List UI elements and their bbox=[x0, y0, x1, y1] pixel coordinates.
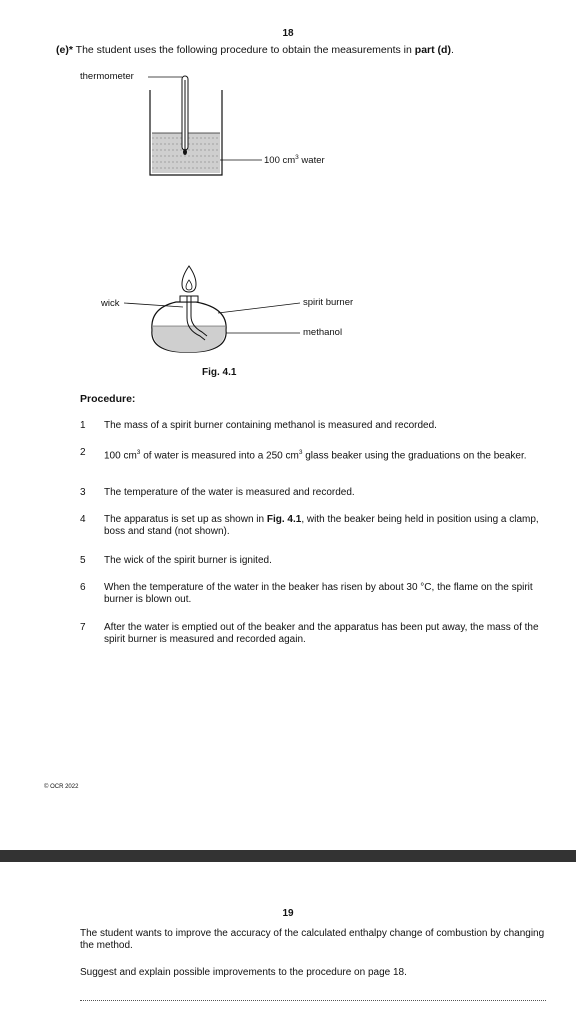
water-label-num: 100 cm bbox=[264, 155, 296, 167]
step-text bbox=[104, 447, 549, 462]
step-text: When the temperature of the water in the beaker has risen by about 30 °C, the flame on the spirit burner is blown out. bbox=[104, 582, 533, 605]
step-superscript: 3 bbox=[298, 449, 303, 456]
copyright-footer: © OCR 2022 bbox=[44, 784, 79, 790]
question-text-before: The student uses the following procedure to obtain the measurements in bbox=[75, 44, 415, 56]
spirit-burner-pointer bbox=[218, 303, 300, 313]
apparatus-diagram bbox=[0, 0, 576, 380]
water-label-text: water bbox=[298, 155, 325, 167]
question-intro: The student wants to improve the accuracy of the calculated enthalpy change of combustion by changing the method. bbox=[80, 928, 545, 951]
spirit-burner bbox=[152, 296, 226, 352]
thermometer bbox=[182, 76, 188, 155]
step-number: 5 bbox=[80, 555, 86, 566]
step-text: After the water is emptied out of the beaker and the apparatus has been put away, the mass of the spirit burner is measured and recorded again. bbox=[104, 622, 539, 645]
step-text-part: glass beaker using the graduations on the beaker. bbox=[302, 450, 527, 462]
page-number: 18 bbox=[282, 28, 294, 39]
step-number: 7 bbox=[80, 622, 86, 633]
step-text-part: of water is measured into a 250 cm bbox=[140, 450, 299, 462]
methanol-label: methanol bbox=[303, 327, 343, 338]
step-text: The mass of a spirit burner containing methanol is measured and recorded. bbox=[104, 420, 437, 431]
step-number: 2 bbox=[80, 447, 86, 458]
step-number: 6 bbox=[80, 582, 86, 593]
step-text: The temperature of the water is measured and recorded. bbox=[104, 487, 355, 498]
spirit-burner-label: spirit burner bbox=[303, 297, 354, 308]
question-bold-ref: part (d) bbox=[414, 44, 451, 56]
step-text bbox=[104, 514, 549, 538]
page-divider bbox=[0, 850, 576, 862]
flame-icon bbox=[182, 266, 196, 292]
step-text-part: The apparatus is set up as shown in bbox=[104, 514, 267, 525]
step-text-part: 100 cm bbox=[104, 450, 137, 462]
step-text-part: , with the beaker being held in position using a clamp, boss and stand (not shown). bbox=[104, 514, 539, 537]
water-label bbox=[264, 154, 325, 166]
question-prompt: Suggest and explain possible improvements to the procedure on page 18. bbox=[80, 967, 407, 978]
figure-caption: Fig. 4.1 bbox=[202, 367, 237, 378]
page-number: 19 bbox=[282, 908, 294, 919]
wick-label: wick bbox=[101, 298, 120, 309]
question-text-after: . bbox=[450, 44, 454, 56]
question-label: (e)* bbox=[56, 44, 73, 56]
thermometer-label: thermometer bbox=[80, 71, 134, 82]
step-number: 3 bbox=[80, 487, 86, 498]
step-text-bold: Fig. 4.1 bbox=[266, 514, 302, 525]
step-text: The wick of the spirit burner is ignited. bbox=[104, 555, 272, 566]
step-superscript: 3 bbox=[136, 449, 141, 456]
answer-line[interactable] bbox=[80, 1000, 546, 1001]
procedure-title: Procedure: bbox=[80, 393, 136, 405]
step-number: 1 bbox=[80, 420, 86, 431]
burner-cap bbox=[180, 296, 198, 302]
step-number: 4 bbox=[80, 514, 86, 525]
water-label-sup: 3 bbox=[295, 154, 299, 161]
